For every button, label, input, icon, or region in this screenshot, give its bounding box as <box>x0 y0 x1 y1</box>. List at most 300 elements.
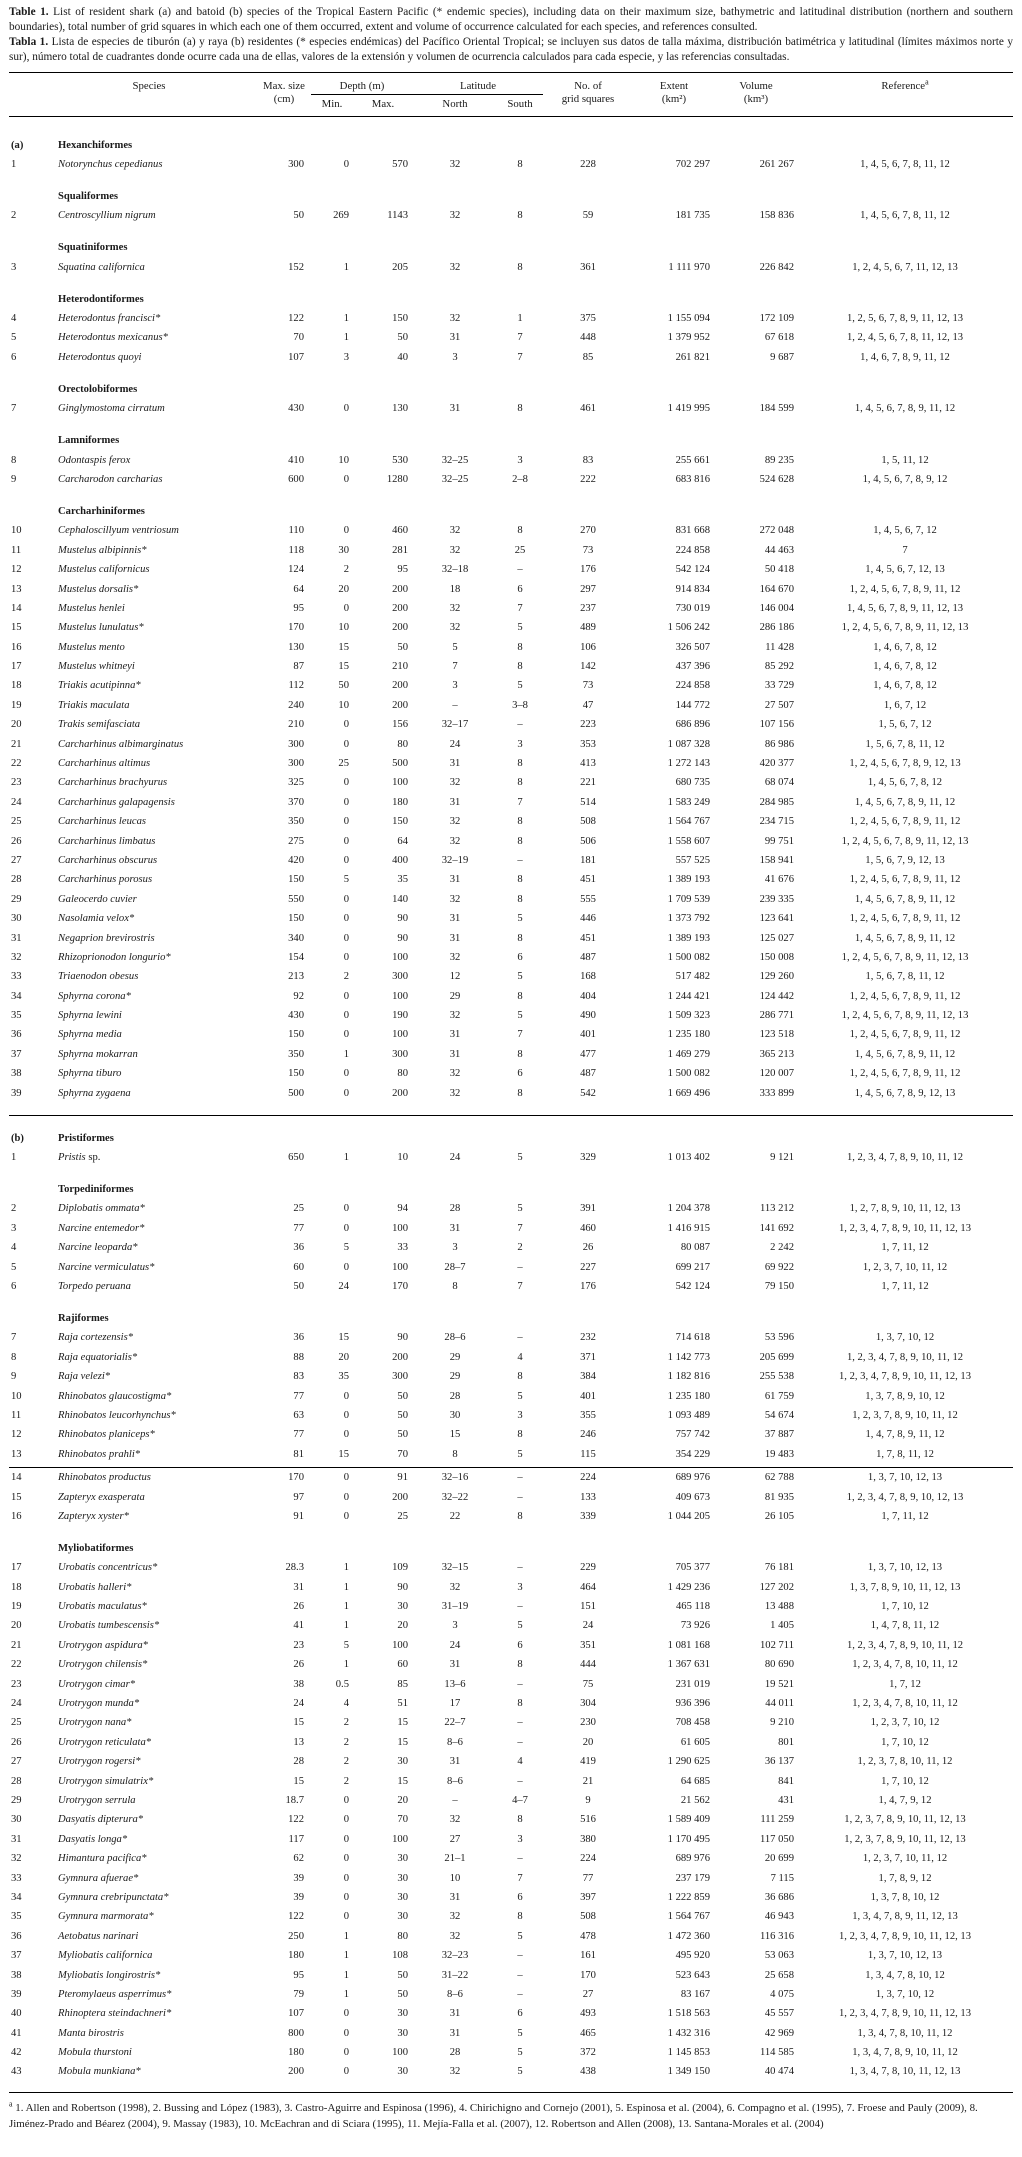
max-size-cell: 180 <box>288 2047 304 2059</box>
species-name-cell <box>41 1367 257 1386</box>
reference-cell: 1, 2, 3, 4, 7, 8, 9, 10, 12, 13 <box>846 1491 964 1503</box>
latitude-north-cell: 32 <box>449 1911 461 1923</box>
max-size-cell: 70 <box>293 332 304 344</box>
depth-max-cell: 100 <box>392 1639 408 1651</box>
latitude-south-cell: 3 <box>517 1581 523 1593</box>
latitude-south-cell: – <box>517 1969 523 1981</box>
max-size-cell: 50 <box>293 210 304 222</box>
depth-min-cell: 0 <box>343 816 349 828</box>
max-size-cell: 124 <box>288 564 304 576</box>
species-row <box>9 948 1013 967</box>
volume-cell: 46 943 <box>764 1911 795 1923</box>
depth-min-cell: 2 <box>343 1775 349 1787</box>
volume-cell: 86 986 <box>764 738 795 750</box>
volume-cell: 11 428 <box>765 641 795 653</box>
volume-cell: 234 715 <box>759 816 795 828</box>
volume-cell: 4 075 <box>770 1988 795 2000</box>
species-name: Dasyatis dipterura* <box>58 1814 144 1826</box>
latitude-south-cell: 8 <box>517 1814 523 1826</box>
depth-max-cell: 140 <box>392 893 408 905</box>
latitude-north-cell: 31 <box>449 1222 461 1234</box>
grid-squares-cell: 477 <box>580 1048 596 1060</box>
species-row <box>9 206 1013 225</box>
species-name-cell <box>41 812 257 831</box>
species-name-cell <box>41 399 257 418</box>
grid-squares-cell: 404 <box>580 990 596 1002</box>
species-name-cell <box>41 637 257 656</box>
grid-squares-cell: 83 <box>582 454 594 466</box>
grid-squares-cell: 230 <box>580 1717 596 1729</box>
depth-max-cell: 200 <box>392 699 408 711</box>
table-caption <box>9 5 1013 65</box>
extent-cell: 255 661 <box>675 454 711 466</box>
species-name-suffix: sp. <box>85 1152 101 1164</box>
latitude-south-cell: 6 <box>517 1891 523 1903</box>
depth-min-cell: 0 <box>343 835 349 847</box>
species-row <box>9 618 1013 637</box>
latitude-north-cell: 32–18 <box>441 564 469 576</box>
extent-cell: 714 618 <box>675 1332 711 1344</box>
extent-cell: 542 124 <box>675 1281 711 1292</box>
depth-min-cell: 0 <box>343 913 349 925</box>
caption-english <box>9 5 1013 35</box>
depth-max-cell: 300 <box>392 1048 408 1060</box>
depth-min-cell: 0 <box>343 1390 349 1402</box>
volume-cell: 123 518 <box>759 1029 795 1041</box>
extent-cell: 1 509 323 <box>667 1010 711 1022</box>
grid-squares-cell: 176 <box>580 1281 596 1292</box>
volume-cell: 127 202 <box>759 1581 795 1593</box>
depth-max-cell: 190 <box>392 1010 408 1022</box>
depth-max-cell: 50 <box>397 1429 408 1441</box>
species-name: Carcharhinus porosus <box>58 874 153 886</box>
reference-cell: 1, 4, 5, 6, 7, 8, 9, 12 <box>862 473 948 485</box>
species-name: Rhinobatos productus <box>58 1472 151 1484</box>
volume-cell: 524 628 <box>759 473 795 485</box>
species-name: Rhinobatos glaucostigma* <box>58 1390 172 1402</box>
latitude-south-cell: 5 <box>517 622 523 634</box>
species-name-cell <box>41 541 257 560</box>
latitude-south-cell: 5 <box>517 2027 523 2039</box>
depth-min-cell: 1 <box>343 1969 349 1981</box>
max-size-cell: 28 <box>293 1756 304 1768</box>
max-size-cell: 340 <box>288 932 304 944</box>
reference-cell: 1, 4, 5, 6, 7, 8, 9, 12, 13 <box>854 1087 956 1099</box>
max-size-cell: 39 <box>293 1872 304 1884</box>
grid-squares-cell: 444 <box>580 1659 596 1671</box>
reference-cell: 1, 4, 5, 6, 7, 8, 9, 11, 12 <box>854 893 956 905</box>
depth-min-cell: 4 <box>343 1698 349 1710</box>
row-number-cell: 15 <box>11 622 22 634</box>
species-name: Himantura pacifica* <box>58 1853 147 1865</box>
latitude-south-cell: 4–7 <box>512 1794 528 1806</box>
extent-cell: 1 087 328 <box>667 738 711 750</box>
max-size-cell: 300 <box>288 158 304 170</box>
volume-cell: 76 181 <box>764 1562 795 1574</box>
max-size-cell: 150 <box>288 1068 304 1080</box>
grid-squares-cell: 168 <box>580 971 596 983</box>
depth-min-cell: 0 <box>343 1891 349 1903</box>
species-name-cell <box>41 1771 257 1790</box>
max-size-cell: 500 <box>288 1087 304 1099</box>
species-name-cell <box>41 1616 257 1635</box>
species-row <box>9 831 1013 850</box>
extent-cell: 1 155 094 <box>667 312 711 324</box>
species-name-cell <box>41 579 257 598</box>
volume-cell: 50 418 <box>764 564 795 576</box>
volume-cell: 44 011 <box>765 1698 795 1710</box>
depth-max-cell: 94 <box>397 1203 408 1215</box>
row-number-cell: 4 <box>11 1242 17 1254</box>
latitude-south-cell: – <box>517 1472 523 1484</box>
extent-cell: 237 179 <box>675 1872 711 1884</box>
order-group-row <box>9 116 1013 155</box>
species-row <box>9 1636 1013 1655</box>
latitude-south-cell: 5 <box>517 1152 523 1164</box>
species-row <box>9 1868 1013 1887</box>
reference-cell: 1, 7, 11, 12 <box>881 1281 929 1292</box>
reference-cell: 1, 7, 10, 12 <box>881 1736 929 1748</box>
volume-cell: 9 210 <box>770 1717 795 1729</box>
depth-min-cell: 0 <box>343 777 349 789</box>
extent-cell: 1 558 607 <box>667 835 711 847</box>
depth-max-cell: 50 <box>397 1969 408 1981</box>
species-name: Myliobatis californica <box>58 1950 153 1962</box>
species-name: Sphyrna zygaena <box>58 1087 131 1099</box>
species-name: Sphyrna corona* <box>58 990 131 1002</box>
depth-min-cell: 1 <box>343 261 349 273</box>
row-number-cell: 13 <box>11 1448 22 1460</box>
max-size-cell: 50 <box>293 1281 304 1292</box>
row-number-cell: 20 <box>11 1620 22 1632</box>
max-size-cell: 79 <box>293 1988 304 2000</box>
grid-squares-cell: 329 <box>580 1152 596 1164</box>
max-size-cell: 95 <box>293 602 304 614</box>
max-size-cell: 63 <box>293 1409 304 1421</box>
latitude-north-cell: 32 <box>449 210 461 222</box>
species-row <box>9 1487 1013 1506</box>
order-group-name: Squatiniformes <box>58 242 128 254</box>
latitude-south-cell: 2 <box>517 1242 523 1254</box>
row-number-cell: 21 <box>11 1639 22 1651</box>
depth-min-cell: 0 <box>343 990 349 1002</box>
grid-squares-cell: 542 <box>580 1087 596 1099</box>
row-number-cell: 40 <box>11 2008 22 2020</box>
latitude-north-cell: 32 <box>449 602 461 614</box>
species-name-cell <box>41 1655 257 1674</box>
latitude-south-cell: – <box>517 1491 523 1503</box>
reference-cell: 7 <box>902 544 908 556</box>
row-number-cell: 30 <box>11 1814 22 1826</box>
reference-cell: 1, 3, 7, 10, 12, 13 <box>867 1562 943 1574</box>
reference-cell: 1, 4, 5, 6, 7, 8, 9, 11, 12 <box>854 1048 956 1060</box>
depth-min-cell: 1 <box>343 1581 349 1593</box>
volume-cell: 284 985 <box>759 796 795 808</box>
species-row <box>9 2004 1013 2023</box>
volume-cell: 117 050 <box>759 1833 795 1845</box>
volume-cell: 68 074 <box>764 777 795 789</box>
grid-squares-cell: 487 <box>580 951 596 963</box>
species-row <box>9 851 1013 870</box>
latitude-south-cell: 7 <box>517 1029 523 1041</box>
max-size-cell: 200 <box>288 2066 304 2078</box>
depth-min-cell: 1 <box>343 1048 349 1060</box>
reference-cell: 1, 2, 4, 5, 6, 7, 8, 9, 11, 12 <box>849 990 961 1002</box>
row-number-cell: 5 <box>11 332 17 344</box>
max-size-cell: 91 <box>293 1510 304 1522</box>
max-size-cell: 77 <box>293 1390 304 1402</box>
species-row <box>9 2062 1013 2081</box>
reference-cell: 1, 2, 4, 5, 6, 7, 8, 9, 11, 12 <box>849 583 961 595</box>
max-size-cell: 210 <box>288 719 304 731</box>
extent-cell: 1 389 193 <box>667 874 711 886</box>
volume-cell: 129 260 <box>759 971 795 983</box>
species-name: Carcharodon carcharias <box>58 473 163 485</box>
max-size-cell: 250 <box>288 1930 304 1942</box>
latitude-north-cell: 30 <box>449 1409 461 1421</box>
depth-max-cell: 200 <box>392 1491 408 1503</box>
caption-spanish-text: Lista de especies de tiburón (a) y raya (b) residentes (* especies endémicas) del Pacífico Oriental Tropical; se incluyen sus datos de talla máxima, distribución batimétrica y latitudinal (límites máximos norte y sur), número total de cuadrantes donde ocurre cada una de ellas, valores de la extensión y volumen de ocurrencia calculados para cada especie, y las referencias consultadas. <box>9 35 1013 63</box>
reference-cell: 1, 3, 4, 7, 8, 9, 10, 11, 12 <box>852 2047 958 2059</box>
reference-cell: 1, 4, 6, 7, 8, 9, 11, 12 <box>860 351 950 363</box>
species-row <box>9 348 1013 367</box>
depth-max-cell: 80 <box>397 1068 408 1080</box>
latitude-south-cell: – <box>517 719 523 731</box>
latitude-north-cell: 31 <box>449 1048 461 1060</box>
row-number-cell: 16 <box>11 641 22 653</box>
row-number-cell: 9 <box>11 1371 17 1383</box>
volume-cell: 33 729 <box>764 680 795 692</box>
depth-max-cell: 90 <box>397 932 408 944</box>
volume-cell: 53 596 <box>764 1332 795 1344</box>
volume-cell: 102 711 <box>759 1639 795 1651</box>
reference-cell: 1, 5, 6, 7, 9, 12, 13 <box>865 854 945 866</box>
species-name: Odontaspis ferox <box>58 454 131 466</box>
volume-cell: 79 150 <box>764 1281 795 1292</box>
species-name-cell <box>41 1219 257 1238</box>
depth-max-cell: 156 <box>392 719 408 731</box>
order-group-name: Heterodontiformes <box>58 293 144 305</box>
species-name: Carcharhinus galapagensis <box>58 796 175 808</box>
row-number-cell: 36 <box>11 1029 22 1041</box>
depth-max-cell: 500 <box>392 758 408 770</box>
reference-cell: 1, 3, 7, 10, 12 <box>875 1332 935 1344</box>
species-row <box>9 521 1013 540</box>
row-number-cell: 29 <box>11 1794 22 1806</box>
species-row <box>9 1238 1013 1257</box>
latitude-south-cell: 7 <box>517 1281 523 1292</box>
header-extent: Extent (km²) <box>633 72 715 116</box>
species-name: Negaprion brevirostris <box>58 932 155 944</box>
reference-cell: 1, 4, 7, 8, 11, 12 <box>870 1620 940 1632</box>
reference-cell: 1, 2, 3, 4, 7, 8, 9, 10, 11, 12, 13 <box>838 1222 972 1234</box>
grid-squares-cell: 223 <box>580 719 596 731</box>
depth-max-cell: 108 <box>392 1950 408 1962</box>
max-size-cell: 62 <box>293 1853 304 1865</box>
grid-squares-cell: 372 <box>580 2047 596 2059</box>
depth-min-cell: 1 <box>343 332 349 344</box>
volume-cell: 13 488 <box>764 1601 795 1613</box>
species-name: Mobula thurstoni <box>58 2047 132 2059</box>
extent-cell: 1 222 859 <box>667 1891 711 1903</box>
row-number-cell: 2 <box>11 1203 17 1215</box>
latitude-south-cell: 6 <box>517 583 523 595</box>
latitude-south-cell: 8 <box>517 1659 523 1671</box>
species-name-cell <box>41 1006 257 1025</box>
extent-cell: 224 858 <box>675 680 711 692</box>
species-name: Narcine vermiculatus* <box>58 1261 155 1273</box>
latitude-north-cell: 24 <box>449 1639 461 1651</box>
depth-max-cell: 281 <box>392 544 408 556</box>
latitude-south-cell: 6 <box>517 1068 523 1080</box>
latitude-north-cell: 32 <box>449 158 461 170</box>
reference-cell: 1, 2, 3, 4, 7, 8, 9, 10, 11, 12, 13 <box>838 1371 972 1383</box>
grid-squares-cell: 384 <box>580 1371 596 1383</box>
depth-min-cell: 20 <box>338 583 349 595</box>
latitude-north-cell: 22–7 <box>444 1717 466 1729</box>
species-name: Pristis <box>58 1152 86 1164</box>
latitude-north-cell: 31 <box>449 1029 461 1041</box>
depth-min-cell: 269 <box>333 210 349 222</box>
extent-cell: 689 976 <box>675 1853 711 1865</box>
species-row <box>9 928 1013 947</box>
header-depth: Depth (m) <box>311 72 413 94</box>
reference-cell: 1, 2, 4, 5, 6, 7, 8, 9, 11, 12 <box>849 1029 961 1041</box>
max-size-cell: 430 <box>288 1010 304 1022</box>
volume-cell: 27 507 <box>764 699 795 711</box>
depth-max-cell: 10 <box>397 1152 408 1164</box>
depth-max-cell: 530 <box>392 454 408 466</box>
species-row <box>9 870 1013 889</box>
depth-min-cell: 0 <box>343 1409 349 1421</box>
grid-squares-cell: 465 <box>580 2027 596 2039</box>
depth-max-cell: 205 <box>392 261 408 273</box>
latitude-north-cell: 31 <box>449 913 461 925</box>
depth-max-cell: 70 <box>397 1448 408 1460</box>
section-label <box>9 418 41 450</box>
order-group-name: Carcharhiniformes <box>58 506 145 518</box>
species-name-cell <box>41 1277 257 1296</box>
volume-cell: 26 105 <box>764 1510 795 1522</box>
volume-cell: 158 941 <box>759 854 795 866</box>
volume-cell: 19 521 <box>764 1678 795 1690</box>
volume-cell: 116 316 <box>759 1930 795 1942</box>
reference-cell: 1, 2, 3, 7, 8, 9, 10, 11, 12 <box>852 1409 958 1421</box>
species-row <box>9 1257 1013 1276</box>
species-name: Carcharhinus leucas <box>58 816 146 828</box>
species-row <box>9 1083 1013 1102</box>
species-name: Manta birostris <box>58 2027 124 2039</box>
depth-min-cell: 0 <box>343 951 349 963</box>
grid-squares-cell: 224 <box>580 1853 596 1865</box>
reference-cell: 1, 5, 6, 7, 12 <box>878 719 932 731</box>
depth-max-cell: 100 <box>392 1029 408 1041</box>
species-row <box>9 1907 1013 1926</box>
species-row <box>9 1445 1013 1464</box>
species-name: Diplobatis ommata* <box>58 1203 145 1215</box>
reference-cell: 1, 2, 3, 4, 7, 8, 10, 11, 12 <box>852 1659 958 1671</box>
species-row <box>9 812 1013 831</box>
latitude-south-cell: 5 <box>517 1448 523 1460</box>
header-depth-max: Max. <box>371 97 395 110</box>
depth-min-cell: 0.5 <box>335 1678 349 1690</box>
species-row <box>9 1694 1013 1713</box>
row-number-cell: 12 <box>11 564 22 576</box>
order-group-row <box>9 1296 1013 1328</box>
depth-min-cell: 0 <box>343 403 349 415</box>
max-size-cell: 122 <box>288 312 304 324</box>
grid-squares-cell: 9 <box>585 1794 591 1806</box>
extent-cell: 936 396 <box>675 1698 711 1710</box>
depth-max-cell: 33 <box>397 1242 408 1254</box>
species-name: Galeocerdo cuvier <box>58 893 137 905</box>
latitude-north-cell: 32–16 <box>441 1472 469 1484</box>
extent-cell: 1 013 402 <box>667 1152 711 1164</box>
extent-cell: 1 506 242 <box>667 622 711 634</box>
latitude-south-cell: 7 <box>517 1222 523 1234</box>
latitude-south-cell: – <box>517 1775 523 1787</box>
grid-squares-cell: 133 <box>580 1491 596 1503</box>
order-group-row <box>9 174 1013 206</box>
latitude-north-cell: 32 <box>449 816 461 828</box>
latitude-north-cell: 31 <box>449 332 461 344</box>
max-size-cell: 122 <box>288 1911 304 1923</box>
volume-cell: 67 618 <box>764 332 795 344</box>
species-name-cell <box>41 2004 257 2023</box>
extent-cell: 495 920 <box>675 1950 711 1962</box>
grid-squares-cell: 401 <box>580 1390 596 1402</box>
header-volume: Volume (km³) <box>715 72 797 116</box>
species-name-cell <box>41 967 257 986</box>
species-name-cell <box>41 1386 257 1405</box>
extent-cell: 465 118 <box>675 1601 711 1613</box>
species-name: Triaenodon obesus <box>58 971 139 983</box>
max-size-cell: 410 <box>288 454 304 466</box>
latitude-north-cell: 3 <box>452 351 458 363</box>
footnote-marker: a <box>9 2099 13 2109</box>
grid-squares-cell: 228 <box>580 158 596 170</box>
depth-max-cell: 150 <box>392 816 408 828</box>
volume-cell: 111 259 <box>760 1814 795 1826</box>
latitude-north-cell: 32–17 <box>441 719 469 731</box>
reference-cell: 1, 2, 3, 4, 7, 8, 10, 11, 12 <box>852 1698 958 1710</box>
depth-max-cell: 30 <box>397 1601 408 1613</box>
volume-cell: 2 242 <box>770 1242 795 1254</box>
species-name-cell <box>41 1674 257 1693</box>
species-row <box>9 1006 1013 1025</box>
row-number-cell: 19 <box>11 1601 22 1613</box>
latitude-north-cell: 31 <box>449 2027 461 2039</box>
species-row <box>9 1713 1013 1732</box>
latitude-north-cell: 31–22 <box>441 1969 469 1981</box>
max-size-cell: 154 <box>288 951 304 963</box>
row-number-cell: 10 <box>11 1390 22 1402</box>
species-name-cell <box>41 909 257 928</box>
volume-cell: 1 405 <box>770 1620 795 1632</box>
volume-cell: 286 771 <box>759 1010 795 1022</box>
species-name-cell <box>41 676 257 695</box>
grid-squares-cell: 508 <box>580 816 596 828</box>
species-row <box>9 1425 1013 1444</box>
species-name-cell <box>41 1636 257 1655</box>
species-name: Urotrygon reticulata* <box>58 1736 152 1748</box>
max-size-cell: 38 <box>293 1678 304 1690</box>
depth-max-cell: 210 <box>392 661 408 673</box>
species-name-cell <box>41 928 257 947</box>
header-grid-squares: No. of grid squares <box>543 72 633 116</box>
depth-min-cell: 0 <box>343 2008 349 2020</box>
species-name-cell <box>41 851 257 870</box>
